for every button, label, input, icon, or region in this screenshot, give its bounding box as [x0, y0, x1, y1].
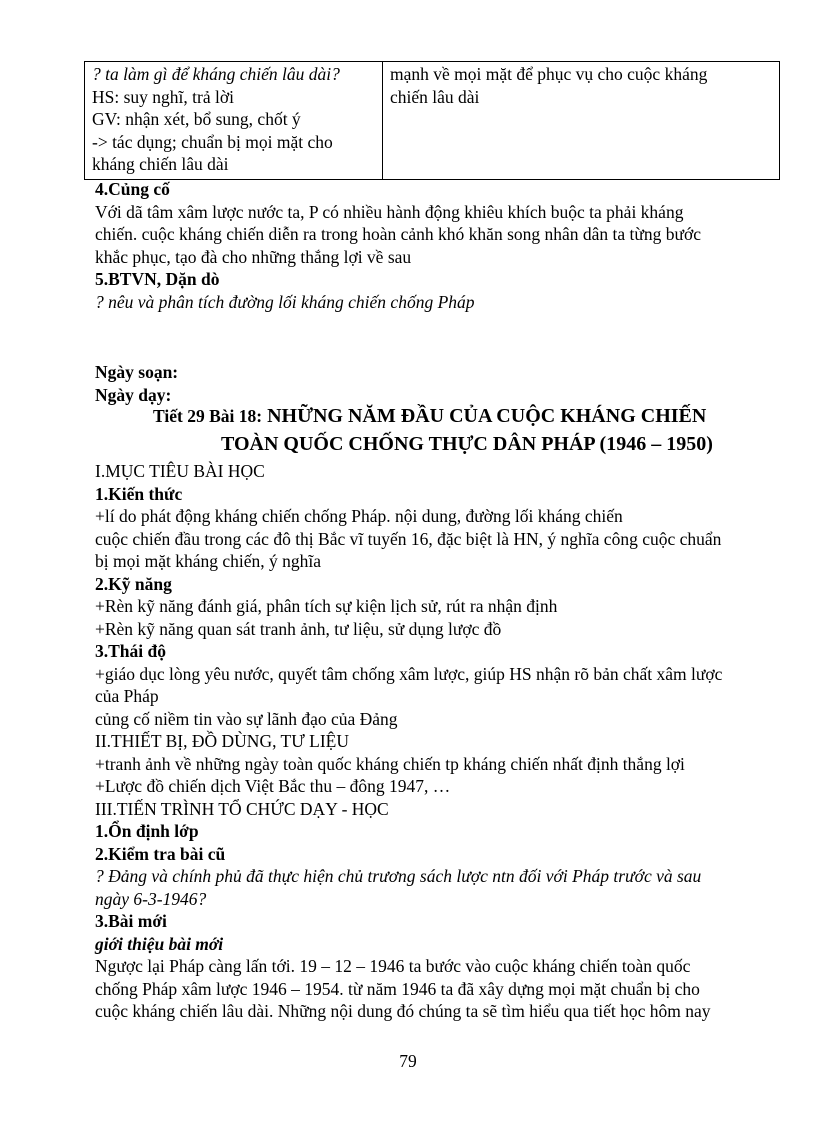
section-heading: 1.Ổn định lớp — [95, 821, 199, 841]
cung-co-section — [95, 178, 775, 313]
section-heading: 3.Thái độ — [95, 641, 166, 661]
paragraph-line: +giáo dục lòng yêu nước, quyết tâm chống xâm lược, giúp HS nhận rõ bản chất xâm lược — [95, 663, 723, 684]
table-question: ? ta làm gì để kháng chiến lâu dài? — [92, 64, 340, 84]
lesson-title-text: NHỮNG NĂM ĐẦU CỦA CUỘC KHÁNG CHIẾN — [262, 405, 707, 427]
section-heading: II.THIẾT BỊ, ĐỒ DÙNG, TƯ LIỆU — [95, 731, 349, 751]
paragraph-line: +lí do phát động kháng chiến chống Pháp. nội dung, đường lối kháng chiến — [95, 506, 623, 526]
teacher-student-cell — [85, 62, 383, 180]
ngay-soan-label: Ngày soạn: — [95, 362, 179, 382]
paragraph-line: bị mọi mặt kháng chiến, ý nghĩa — [95, 551, 321, 571]
paragraph-line: +Rèn kỹ năng đánh giá, phân tích sự kiện lịch sử, rút ra nhận định — [95, 596, 558, 616]
paragraph-line: +tranh ảnh về những ngày toàn quốc kháng chiến tp kháng chiến nhất định thắng lợi — [95, 753, 685, 774]
review-question: ? Đảng và chính phủ đã thực hiện chủ trương sách lược ntn đối với Pháp trước và sau — [95, 866, 702, 886]
paragraph-line: của Pháp — [95, 686, 159, 706]
content-cell — [383, 62, 780, 180]
review-question: ngày 6-3-1946? — [95, 888, 207, 909]
page-number: 79 — [399, 1051, 417, 1071]
lesson-title-line2: TOÀN QUỐC CHỐNG THỰC DÂN PHÁP (1946 – 1950) — [221, 433, 713, 455]
paragraph-line: +Lược đồ chiến dịch Việt Bắc thu – đông 1947, … — [95, 776, 451, 796]
section-heading: 1.Kiến thức — [95, 483, 183, 504]
section-heading: III.TIẾN TRÌNH TỔ CHỨC DẠY - HỌC — [95, 798, 389, 819]
lesson-title-line1 — [153, 405, 706, 428]
paragraph-line: Với dã tâm xâm lược nước ta, P có nhiều hành động khiêu khích buộc ta phải kháng — [95, 201, 684, 222]
paragraph-line: chiến. cuộc kháng chiến diễn ra trong hoàn cảnh khó khăn song nhân dân ta từng bước — [95, 224, 702, 244]
table-line: chiến lâu dài — [390, 86, 480, 107]
paragraph-line: +Rèn kỹ năng quan sát tranh ảnh, tư liệu, sử dụng lược đồ — [95, 618, 502, 639]
table-row — [85, 62, 780, 180]
paragraph-line: chống Pháp xâm lược 1946 – 1954. từ năm 1946 ta đã xây dựng mọi mặt chuẩn bị cho — [95, 978, 700, 999]
paragraph-line: cuộc kháng chiến lâu dài. Những nội dung đó chúng ta sẽ tìm hiểu qua tiết học hôm nay — [95, 1001, 711, 1021]
section-heading: 3.Bài mới — [95, 911, 167, 931]
section-heading: 2.Kiểm tra bài cũ — [95, 843, 226, 864]
lesson-title-prefix: Tiết 29 Bài 18: — [153, 406, 263, 426]
section-heading: 4.Củng cố — [95, 179, 170, 199]
lesson-body — [95, 460, 775, 1023]
paragraph-line: củng cố niềm tin vào sự lãnh đạo của Đảng — [95, 708, 398, 729]
table-line: kháng chiến lâu dài — [92, 154, 229, 174]
section-heading: 2.Kỹ năng — [95, 573, 172, 594]
section-heading: I.MỤC TIÊU BÀI HỌC — [95, 461, 265, 481]
table-line: -> tác dụng; chuẩn bị mọi mặt cho — [92, 131, 333, 152]
paragraph-line: Ngược lại Pháp càng lấn tới. 19 – 12 – 1946 ta bước vào cuộc kháng chiến toàn quốc — [95, 956, 691, 976]
table-line: GV: nhận xét, bổ sung, chốt ý — [92, 109, 301, 129]
table-line: HS: suy nghĩ, trả lời — [92, 86, 234, 107]
ngay-day-label: Ngày dạy: — [95, 384, 172, 405]
activity-table — [84, 61, 780, 180]
intro-heading: giới thiệu bài mới — [95, 933, 224, 954]
lesson-meta — [95, 361, 775, 406]
paragraph-line: cuộc chiến đầu trong các đô thị Bắc vĩ tuyến 16, đặc biệt là HN, ý nghĩa công cuộc chuẩn — [95, 528, 722, 549]
homework-question: ? nêu và phân tích đường lối kháng chiến chống Pháp — [95, 291, 475, 312]
table-line: mạnh về mọi mặt để phục vụ cho cuộc kháng — [390, 64, 708, 84]
paragraph-line: khắc phục, tạo đà cho những thắng lợi về sau — [95, 246, 412, 267]
section-heading: 5.BTVN, Dặn dò — [95, 269, 220, 289]
